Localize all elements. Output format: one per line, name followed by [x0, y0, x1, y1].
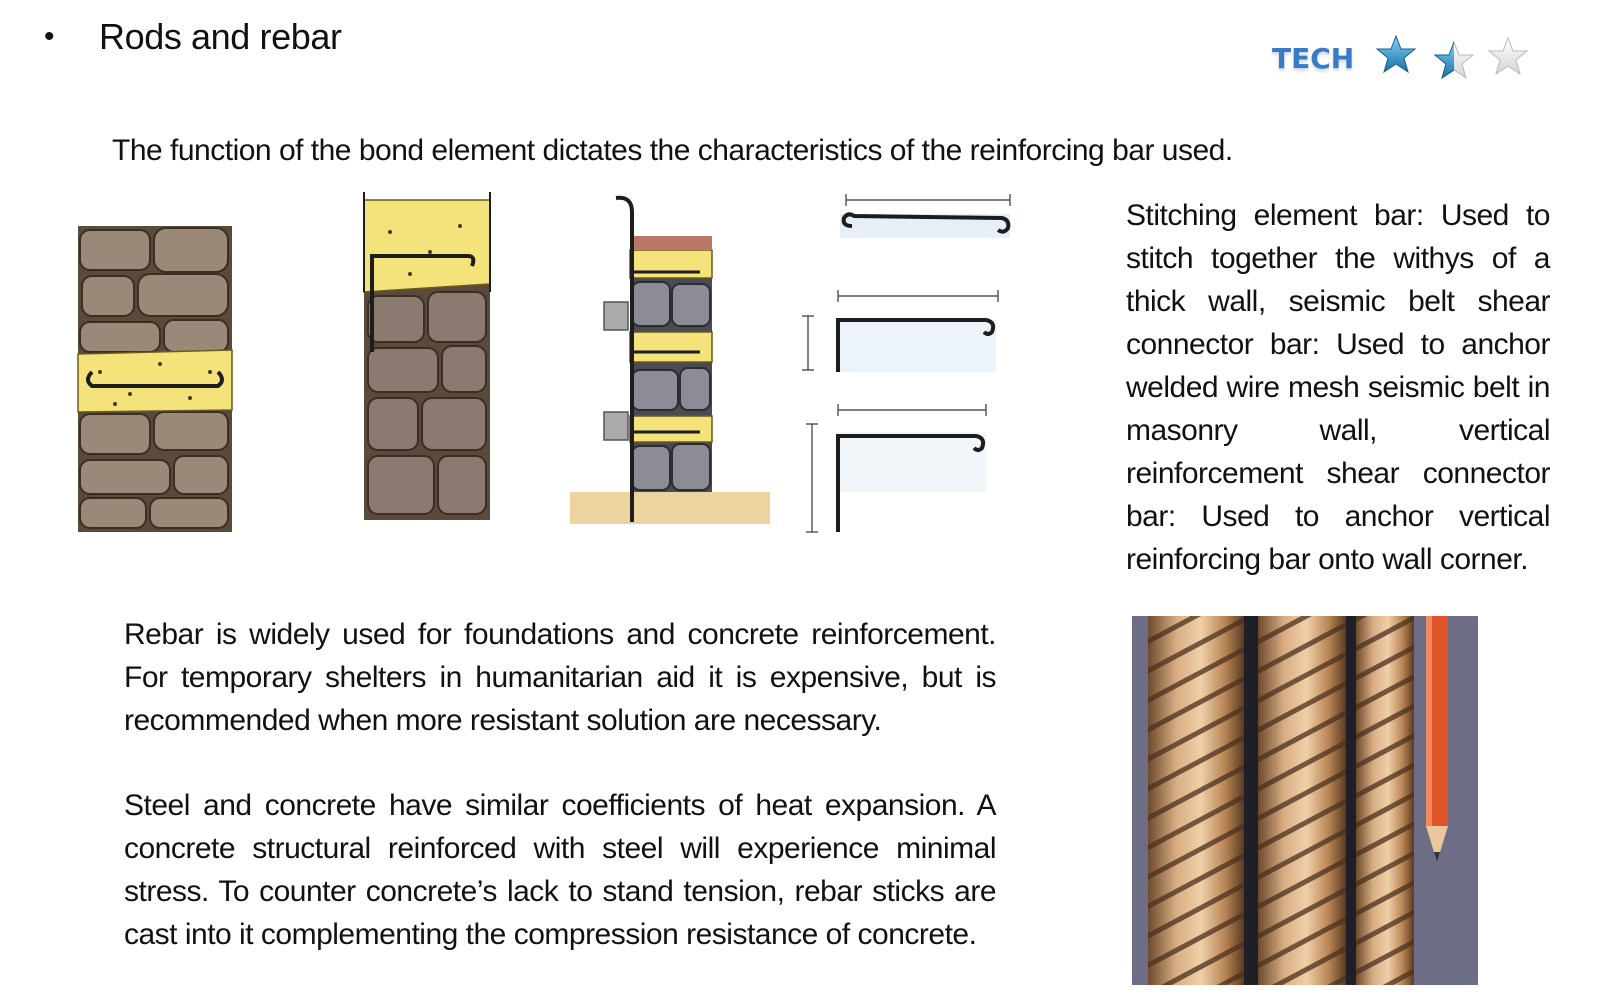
star-icon-3	[1489, 38, 1527, 74]
star-icon-1	[1377, 36, 1415, 72]
paragraph-rebar-usage: Rebar is widely used for foundations and concrete reinforcement. For temporary shelters in humanitarian aid it is expensive, but is recommended when more resistant solution are necessary.	[124, 618, 996, 737]
rebar-rod-3	[1356, 616, 1414, 985]
bar-types-description: Stitching element bar: Used to stitch together the withys of a thick wall, seismic belt shear connector bar: Used to anchor welded wire mesh seismic belt in masonry wall, vertical reinforcement shear connector bar: Used to anchor vertical reinforcing bar onto wall corner.	[1126, 199, 1550, 576]
bullet: •	[44, 20, 55, 53]
tech-label: TECH	[1272, 42, 1355, 75]
intro-text: The function of the bond element dictates the characteristics of the reinforcing bar used.	[112, 134, 1233, 167]
stitching-bar-wall-illustration	[70, 222, 240, 542]
paragraph-heat-expansion: Steel and concrete have similar coefficients of heat expansion. A concrete structural reinforced with steel will experience minimal stress. To counter concrete’s lack to stand tension, rebar sticks are cast into it complementing the compression resistance of concrete.	[124, 789, 996, 951]
rebar-rod-2	[1258, 616, 1346, 985]
bar-shapes-diagram	[790, 192, 1020, 542]
tech-rating-badge	[1268, 34, 1528, 90]
vertical-reinforcement-wall-illustration	[560, 192, 770, 532]
slide-heading	[44, 16, 342, 58]
rating-stars	[1268, 34, 1528, 90]
rebar-photo	[1132, 616, 1478, 985]
star-icon-2	[1435, 42, 1473, 78]
bond-element-illustrations	[60, 192, 1050, 552]
pencil	[1426, 616, 1448, 862]
slide-title: Rods and rebar	[99, 16, 342, 57]
rebar-rod-1	[1148, 616, 1244, 985]
shear-connector-wall-illustration	[350, 192, 500, 532]
